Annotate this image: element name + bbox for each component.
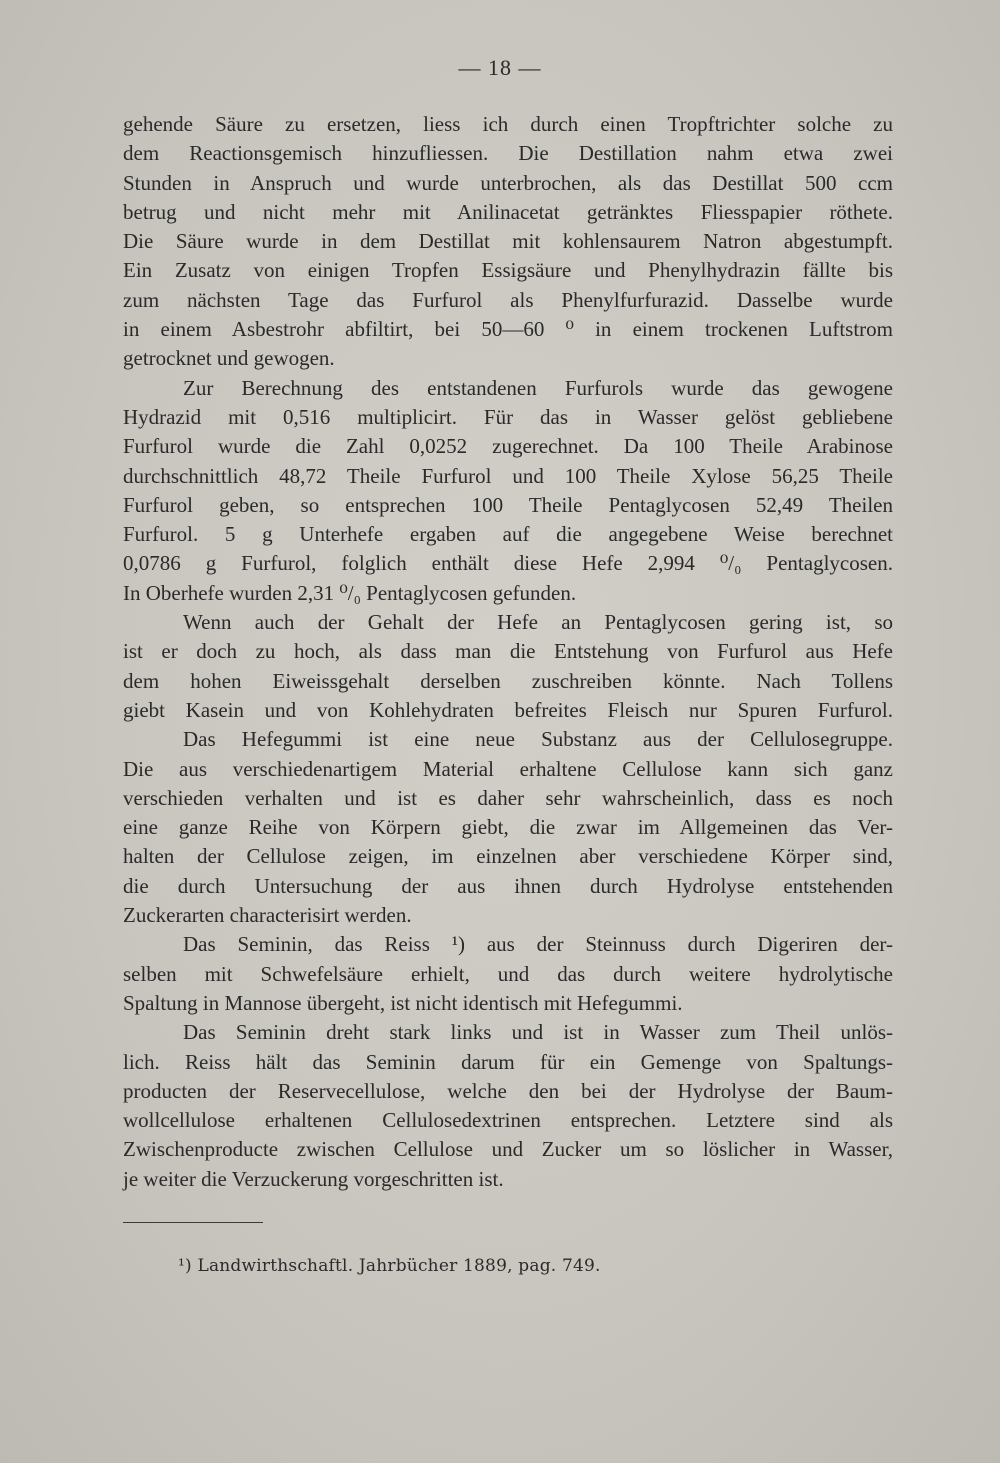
text-line: Die aus verschiedenartigem Material erhaltene Cellulose kann sich ganz (123, 756, 893, 781)
text-line: Furfurol wurde die Zahl 0,0252 zugerechnet. Da 100 Theile Arabinose (123, 434, 893, 459)
text-line: zum nächsten Tage das Furfurol als Phenylfurfurazid. Dasselbe wurde (123, 287, 893, 312)
text-line: durchschnittlich 48,72 Theile Furfurol und 100 Theile Xylose 56,25 Theile (123, 463, 893, 488)
text-line: dem hohen Eiweissgehalt derselben zuschreiben könnte. Nach Tollens (123, 668, 893, 693)
text-line: Ein Zusatz von einigen Tropfen Essigsäure und Phenylhydrazin fällte bis (123, 258, 893, 283)
text-line: wollcellulose erhaltenen Cellulosedextrinen entsprechen. Letztere sind als (123, 1108, 893, 1133)
text-line: in einem Asbestrohr abfiltirt, bei 50—60 ⁰ in einem trockenen Luftstrom (123, 317, 893, 342)
text-line: producten der Reservecellulose, welche den bei der Hydrolyse der Baum- (123, 1078, 893, 1103)
paragraph-2 (123, 374, 893, 608)
text-line: je weiter die Verzuckerung vorgeschritten ist. (123, 1166, 504, 1191)
text-line: Zur Berechnung des entstandenen Furfurols wurde das gewogene (183, 375, 893, 400)
text-line: gehende Säure zu ersetzen, liess ich durch einen Tropftrichter solche zu (123, 112, 893, 136)
text-line: Die Säure wurde in dem Destillat mit kohlensaurem Natron abgestumpft. (123, 229, 893, 254)
text-line: Furfurol geben, so entsprechen 100 Theile Pentaglycosen 52,49 Theilen (123, 492, 893, 517)
text-line: getrocknet und gewogen. (123, 346, 335, 371)
text-line: Das Hefegummi ist eine neue Substanz aus der Cellulosegruppe. (183, 727, 893, 752)
paragraph-6 (123, 1018, 893, 1194)
paragraph-5 (123, 930, 893, 1018)
text-line: Stunden in Anspruch und wurde unterbrochen, als das Destillat 500 ccm (123, 170, 893, 195)
text-line: halten der Cellulose zeigen, im einzelnen aber verschiedene Körper sind, (123, 844, 893, 869)
text-line: ist er doch zu hoch, als dass man die Entstehung von Furfurol aus Hefe (123, 639, 893, 664)
text-line: Hydrazid mit 0,516 multiplicirt. Für das in Wasser gelöst gebliebene (123, 404, 893, 429)
text-line: die durch Untersuchung der aus ihnen durch Hydrolyse entstehenden (123, 873, 893, 898)
text-line: 0,0786 g Furfurol, folglich enthält diese Hefe 2,994 ⁰/₀ Pentaglycosen. (123, 551, 893, 576)
page-number: — 18 — (458, 55, 542, 80)
text-line: giebt Kasein und von Kohlehydraten befreites Fleisch nur Spuren Furfurol. (123, 697, 893, 722)
text-line: selben mit Schwefelsäure erhielt, und das durch weitere hydrolytische (123, 961, 893, 986)
text-line: lich. Reiss hält das Seminin darum für ein Gemenge von Spaltungs- (123, 1049, 893, 1074)
text-line: Das Seminin, das Reiss ¹) aus der Steinnuss durch Digeriren der- (183, 932, 893, 957)
footnote-divider (123, 1222, 263, 1223)
body-text (123, 110, 893, 1194)
text-line: dem Reactionsgemisch hinzufliessen. Die Destillation nahm etwa zwei (123, 141, 893, 166)
text-line: betrug und nicht mehr mit Anilinacetat getränktes Fliesspapier röthete. (123, 199, 893, 224)
text-line: In Oberhefe wurden 2,31 ⁰/₀ Pentaglycosen gefunden. (123, 580, 577, 605)
paragraph-1 (123, 110, 893, 374)
text-line: Das Seminin dreht stark links und ist in Wasser zum Theil unlös- (183, 1020, 893, 1045)
text-line: eine ganze Reihe von Körpern giebt, die zwar im Allgemeinen das Ver- (123, 815, 893, 840)
paragraph-4 (123, 725, 893, 930)
text-line: Spaltung in Mannose übergeht, ist nicht identisch mit Hefegummi. (123, 990, 683, 1015)
paragraph-3 (123, 608, 893, 725)
text-line: verschieden verhalten und ist es daher sehr wahrscheinlich, dass es noch (123, 785, 893, 810)
footnote: ¹) Landwirthschaftl. Jahrbücher 1889, pag. 749. (178, 1256, 601, 1276)
text-line: Furfurol. 5 g Unterhefe ergaben auf die angegebene Weise berechnet (123, 522, 893, 547)
text-line: Zuckerarten characterisirt werden. (123, 903, 412, 928)
text-line: Wenn auch der Gehalt der Hefe an Pentaglycosen gering ist, so (183, 610, 893, 635)
text-line: Zwischenproducte zwischen Cellulose und Zucker um so löslicher in Wasser, (123, 1137, 893, 1162)
